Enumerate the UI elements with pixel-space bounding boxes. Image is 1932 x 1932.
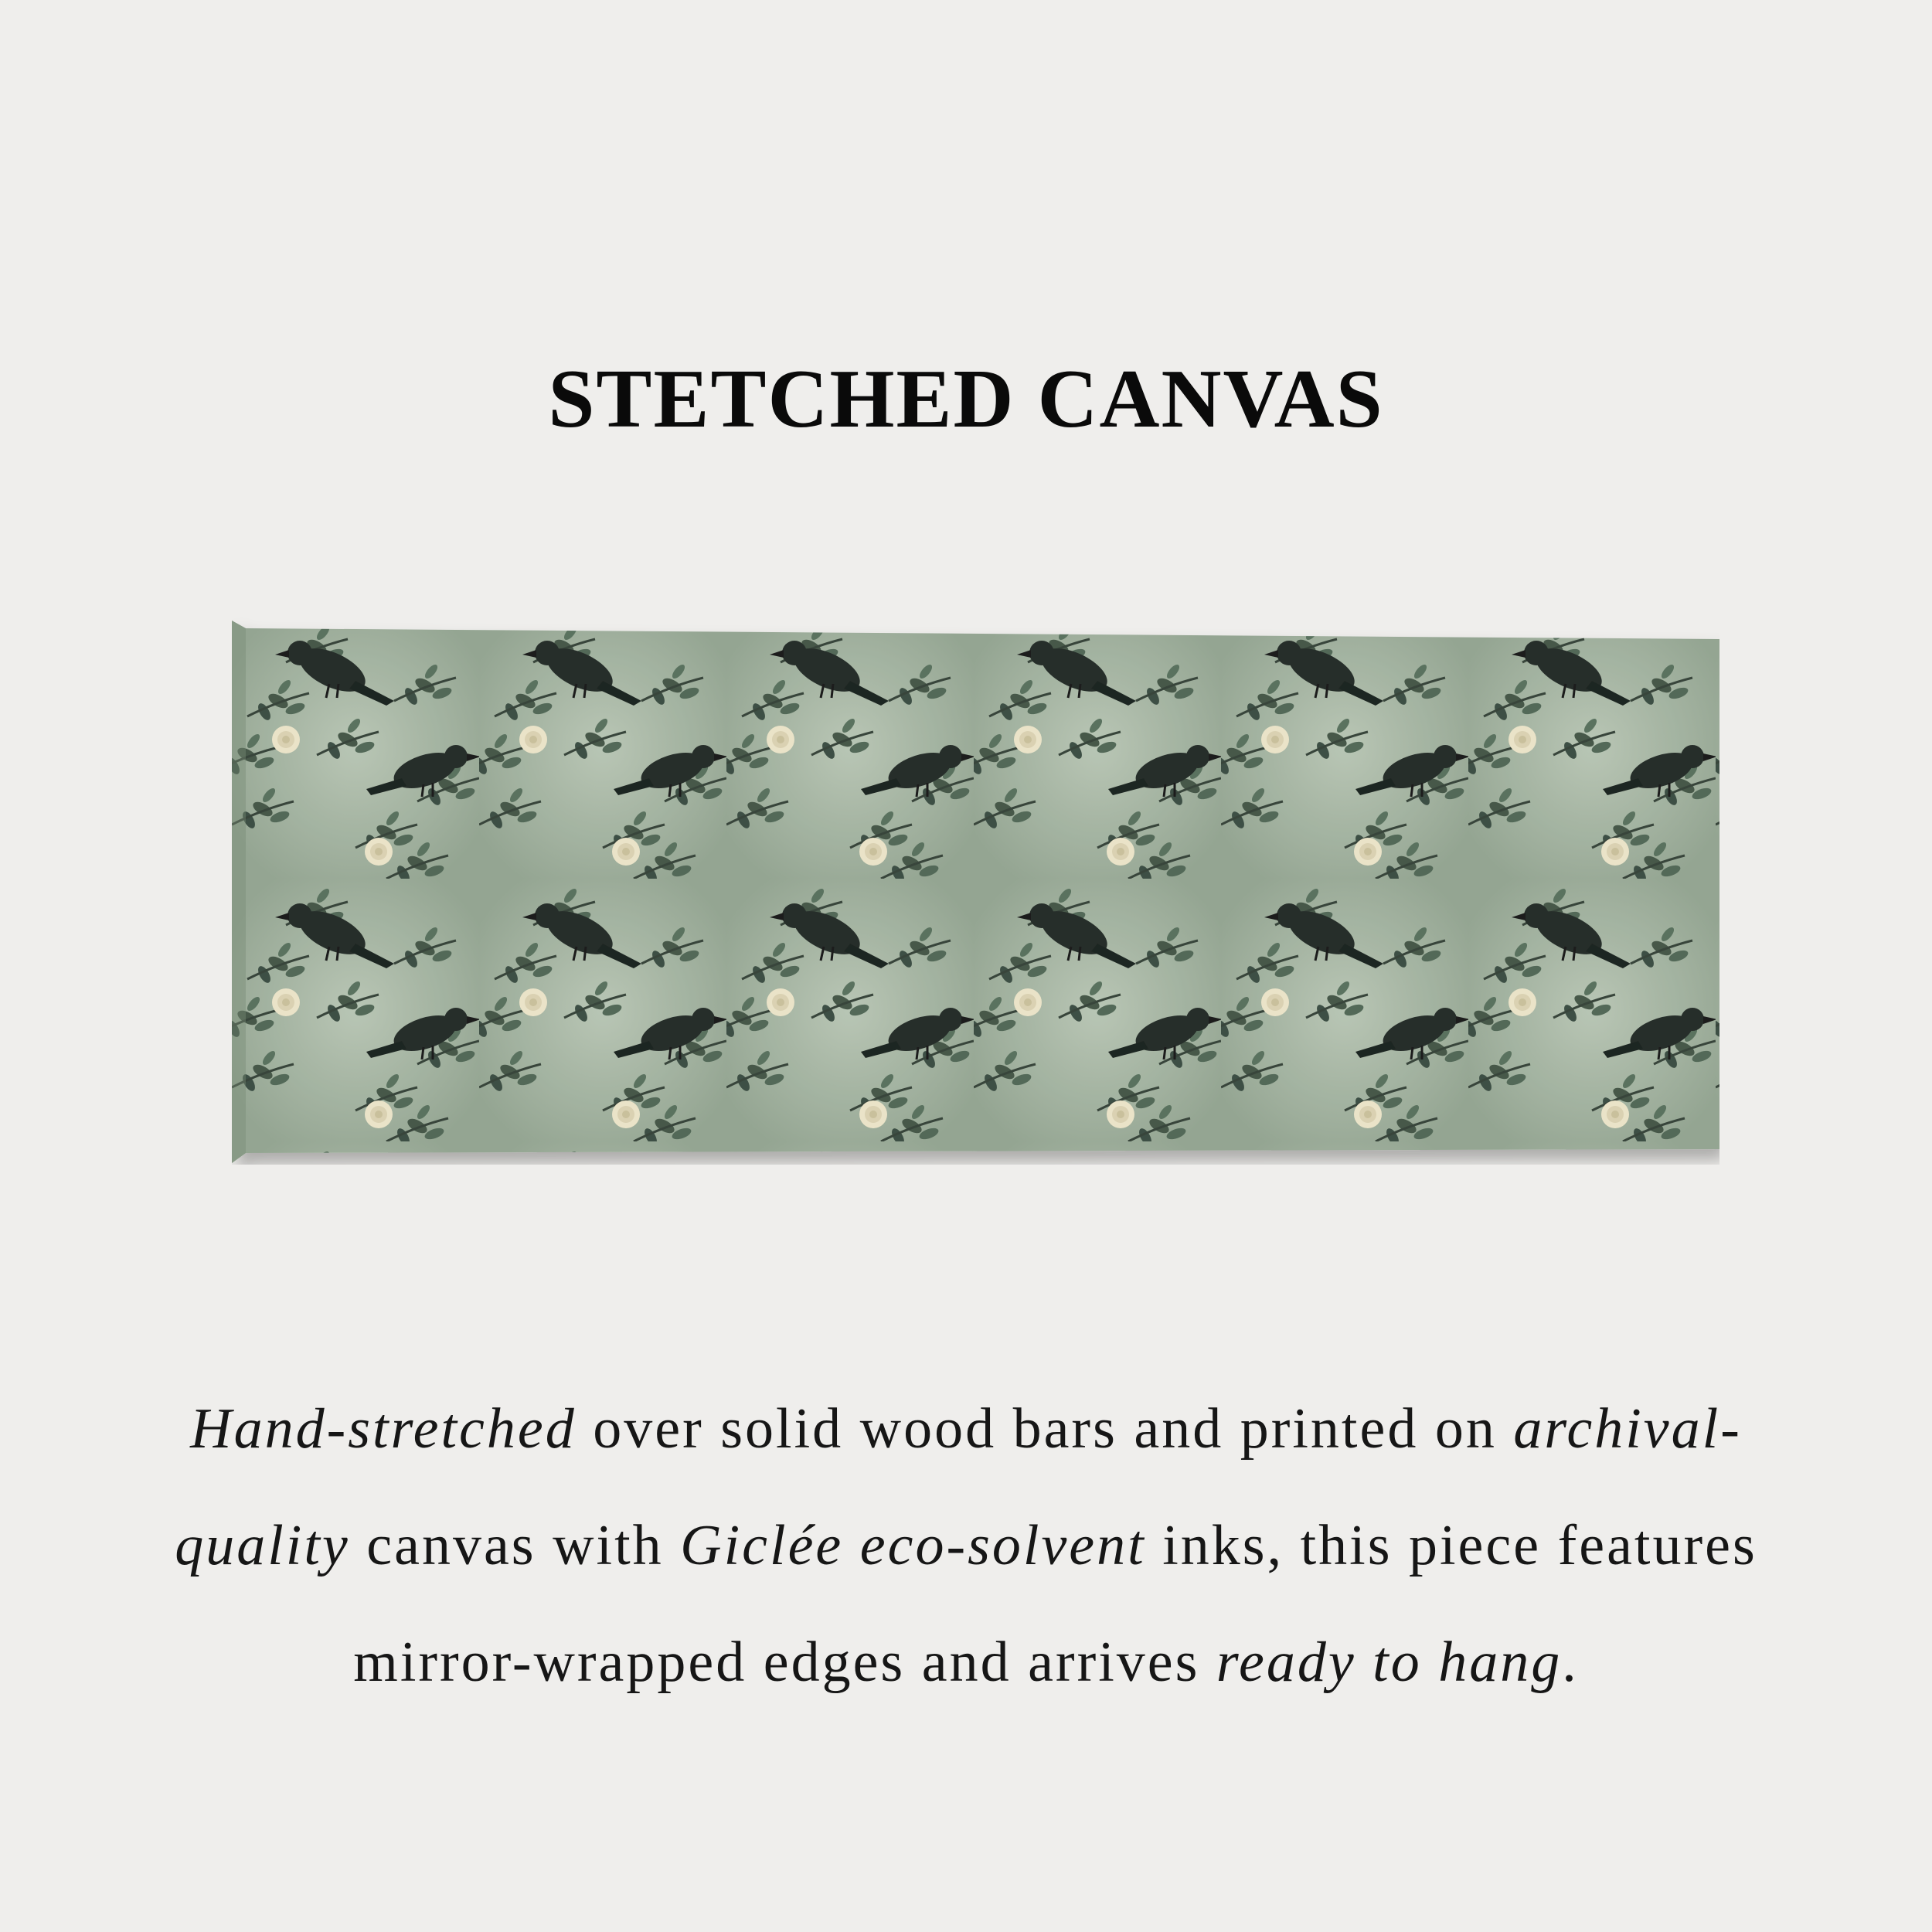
desc-part-hand-stretched: Hand-stretched bbox=[190, 1397, 577, 1461]
desc-part-text: inks, this piece features mirror-wrapped edges and arrives bbox=[353, 1514, 1757, 1694]
stretched-canvas-artwork bbox=[232, 616, 1719, 1165]
page-title: STETCHED CANVAS bbox=[548, 353, 1384, 445]
desc-part-archival-quality: archival-quality bbox=[175, 1397, 1742, 1577]
desc-part-giclee: Giclée eco-solvent bbox=[680, 1514, 1146, 1577]
desc-part-text: over solid wood bars and printed on bbox=[576, 1397, 1514, 1461]
product-description bbox=[155, 1371, 1777, 1721]
desc-part-text: canvas with bbox=[349, 1514, 681, 1577]
desc-part-period: . bbox=[1562, 1631, 1579, 1694]
desc-part-ready-to-hang: ready to hang bbox=[1216, 1631, 1563, 1694]
